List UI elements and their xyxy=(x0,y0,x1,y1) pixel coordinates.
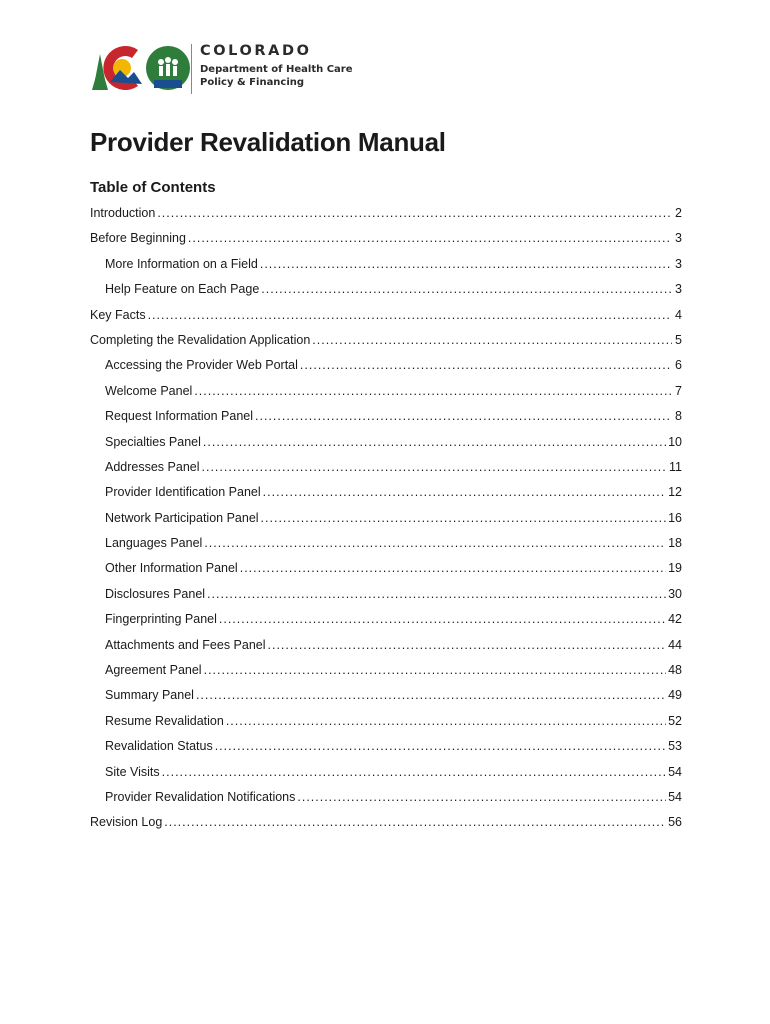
toc-entry-title[interactable]: Provider Identification Panel xyxy=(105,485,261,500)
toc-entry-title[interactable]: Revision Log xyxy=(90,815,163,830)
toc-leader-dots xyxy=(240,561,666,575)
toc-leader-dots xyxy=(215,739,666,753)
toc-entry-page[interactable]: 7 xyxy=(675,383,682,398)
toc-entry-page[interactable]: 19 xyxy=(668,561,682,576)
toc-entry-title[interactable]: Summary Panel xyxy=(105,688,194,703)
toc-leader-dots xyxy=(226,714,666,728)
toc-entry-title[interactable]: Provider Revalidation Notifications xyxy=(105,789,296,804)
toc-entry-page[interactable]: 6 xyxy=(675,358,682,373)
toc-entry-title[interactable]: Disclosures Panel xyxy=(105,586,206,601)
toc-entry[interactable] xyxy=(90,638,682,663)
toc-entry-page[interactable]: 16 xyxy=(668,510,682,525)
toc-leader-dots xyxy=(196,688,666,702)
toc-entry-page[interactable]: 18 xyxy=(668,536,682,551)
toc-entry[interactable] xyxy=(90,333,682,358)
toc-entry-title[interactable]: Completing the Revalidation Application xyxy=(90,332,311,347)
toc-leader-dots xyxy=(263,485,666,499)
toc-entry-page[interactable]: 48 xyxy=(668,663,682,678)
toc-entry-page[interactable]: 12 xyxy=(668,485,682,500)
toc-entry-page[interactable]: 8 xyxy=(675,409,682,424)
toc-entry-page[interactable]: 3 xyxy=(675,256,682,271)
toc-entry[interactable] xyxy=(90,790,682,815)
toc-entry[interactable] xyxy=(90,460,682,485)
toc-entry[interactable] xyxy=(90,308,682,333)
logo-dept-line1: Department of Health Care xyxy=(200,64,353,75)
toc-leader-dots xyxy=(188,231,672,245)
toc-entry-title[interactable]: Resume Revalidation xyxy=(105,713,224,728)
toc-entry[interactable] xyxy=(90,282,682,307)
toc-leader-dots xyxy=(204,536,666,550)
toc-entry-page[interactable]: 11 xyxy=(669,459,682,474)
toc-entry-page[interactable]: 44 xyxy=(668,637,682,652)
toc-entry[interactable] xyxy=(90,257,682,282)
toc-leader-dots xyxy=(202,460,668,474)
toc-leader-dots xyxy=(157,206,672,220)
toc-entry-page[interactable]: 49 xyxy=(668,688,682,703)
toc-entry-title[interactable]: Specialties Panel xyxy=(105,434,201,449)
toc-entry[interactable] xyxy=(90,714,682,739)
toc-entry-title[interactable]: Key Facts xyxy=(90,307,146,322)
toc-entry[interactable] xyxy=(90,688,682,713)
toc-entry[interactable] xyxy=(90,206,682,231)
toc-leader-dots xyxy=(268,638,667,652)
toc-entry-title[interactable]: Languages Panel xyxy=(105,536,203,551)
document-title: Provider Revalidation Manual xyxy=(90,127,446,157)
toc-entry-title[interactable]: Help Feature on Each Page xyxy=(105,282,260,297)
toc-entry[interactable] xyxy=(90,435,682,460)
toc-leader-dots xyxy=(261,282,672,296)
toc-entry[interactable] xyxy=(90,409,682,434)
toc-entry-page[interactable]: 2 xyxy=(675,206,682,220)
toc-leader-dots xyxy=(261,511,667,525)
toc-entry-title[interactable]: Revalidation Status xyxy=(105,739,213,754)
toc-entry-title[interactable]: Request Information Panel xyxy=(105,409,254,424)
toc-entry-page[interactable]: 54 xyxy=(668,764,682,779)
toc-leader-dots xyxy=(255,409,672,423)
toc-leader-dots xyxy=(260,257,672,271)
toc-entry[interactable] xyxy=(90,358,682,383)
toc-entry[interactable] xyxy=(90,561,682,586)
toc-leader-dots xyxy=(219,612,666,626)
toc-entry-title[interactable]: Introduction xyxy=(90,206,156,220)
toc-leader-dots xyxy=(204,663,667,677)
toc-entry[interactable] xyxy=(90,536,682,561)
toc-entry[interactable] xyxy=(90,231,682,256)
toc-leader-dots xyxy=(297,790,666,804)
toc-entry[interactable] xyxy=(90,663,682,688)
toc-entry-title[interactable]: Fingerprinting Panel xyxy=(105,612,217,627)
toc-entry-page[interactable]: 54 xyxy=(668,789,682,804)
logo-text xyxy=(200,42,353,89)
logo-divider xyxy=(191,44,192,94)
toc-leader-dots xyxy=(194,384,672,398)
toc-leader-dots xyxy=(162,765,666,779)
toc-entry-page[interactable]: 5 xyxy=(675,332,682,347)
toc-entry-title[interactable]: Welcome Panel xyxy=(105,383,193,398)
toc-entry[interactable] xyxy=(90,485,682,510)
toc-entry-title[interactable]: Attachments and Fees Panel xyxy=(105,637,266,652)
toc-entry-page[interactable]: 4 xyxy=(675,307,682,322)
table-of-contents xyxy=(90,206,682,841)
toc-entry-page[interactable]: 53 xyxy=(668,739,682,754)
toc-entry-title[interactable]: Other Information Panel xyxy=(105,561,238,576)
toc-entry-page[interactable]: 3 xyxy=(675,282,682,297)
toc-leader-dots xyxy=(203,435,666,449)
toc-leader-dots xyxy=(164,815,666,829)
toc-leader-dots xyxy=(312,333,672,347)
toc-entry-title[interactable]: Network Participation Panel xyxy=(105,510,259,525)
toc-entry-page[interactable]: 42 xyxy=(668,612,682,627)
toc-entry-title[interactable]: Accessing the Provider Web Portal xyxy=(105,358,298,373)
logo-dept-line2: Policy & Financing xyxy=(200,77,305,88)
toc-entry-title[interactable]: Agreement Panel xyxy=(105,663,202,678)
toc-entry-title[interactable]: Addresses Panel xyxy=(105,459,200,474)
toc-entry[interactable] xyxy=(90,587,682,612)
toc-entry[interactable] xyxy=(90,612,682,637)
toc-entry-title[interactable]: More Information on a Field xyxy=(105,256,258,271)
logo-graphic-icon xyxy=(88,40,192,96)
toc-entry[interactable] xyxy=(90,765,682,790)
toc-entry[interactable] xyxy=(90,815,682,840)
toc-leader-dots xyxy=(207,587,666,601)
toc-entry-page[interactable]: 56 xyxy=(668,815,682,830)
toc-entry[interactable] xyxy=(90,511,682,536)
toc-entry-page[interactable]: 3 xyxy=(675,231,682,246)
toc-entry-page[interactable]: 10 xyxy=(668,434,682,449)
toc-entry-title[interactable]: Before Beginning xyxy=(90,231,186,246)
toc-leader-dots xyxy=(300,358,672,372)
toc-entry[interactable] xyxy=(90,384,682,409)
toc-entry-page[interactable]: 52 xyxy=(668,713,682,728)
toc-entry-title[interactable]: Site Visits xyxy=(105,764,160,779)
toc-leader-dots xyxy=(148,308,672,322)
toc-entry-page[interactable]: 30 xyxy=(668,586,682,601)
toc-heading: Table of Contents xyxy=(90,179,216,196)
logo-state-name: COLORADO xyxy=(200,43,312,59)
toc-entry[interactable] xyxy=(90,739,682,764)
